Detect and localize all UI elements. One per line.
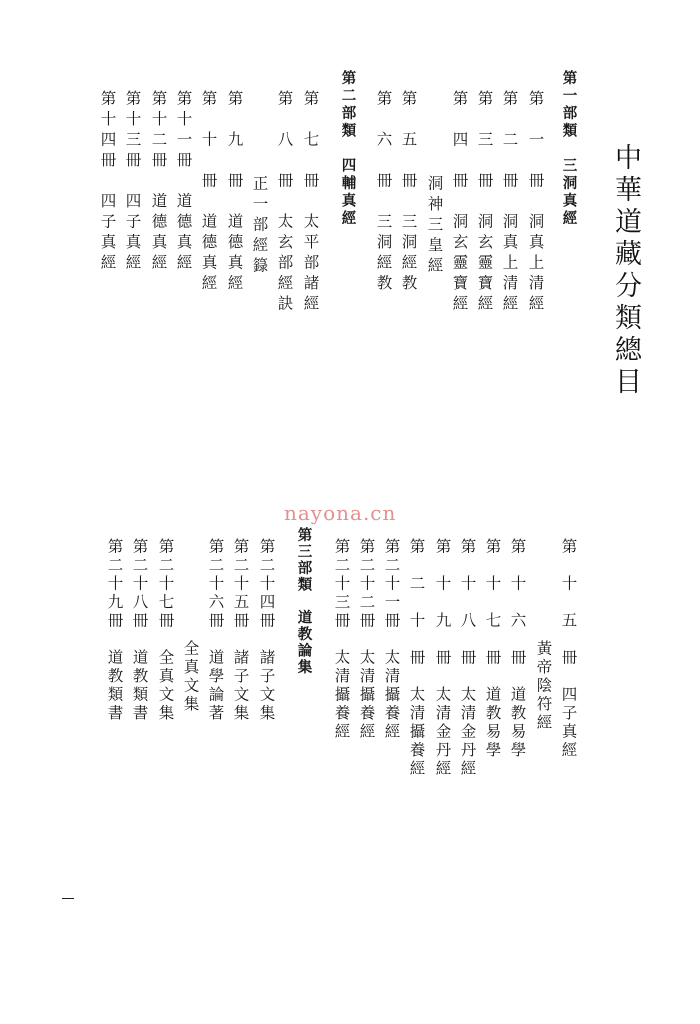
volume-entry: 第 二 十 冊 太清攝養經 bbox=[407, 538, 426, 779]
volume-entry: 第 四 冊 洞玄靈寶經 bbox=[450, 90, 469, 316]
volume-entry: 第 十 七 冊 道教易學 bbox=[483, 538, 502, 760]
volume-entry: 第二十一冊 太清攝養經 bbox=[382, 538, 401, 742]
volume-entry: 第 十 五 冊 四子真經 bbox=[559, 538, 578, 760]
volume-subentry: 黃帝陰符經 bbox=[534, 640, 553, 733]
volume-entry: 第二十五冊 諸子文集 bbox=[231, 538, 250, 723]
volume-entry: 第 十 六 冊 道教易學 bbox=[508, 538, 527, 760]
section-heading-3: 第三部類 道教論集 bbox=[295, 527, 312, 676]
page-title: 中華道藏分類總目 bbox=[610, 143, 641, 399]
volume-entry: 第十四冊 四子真經 bbox=[98, 90, 117, 275]
volume-entry: 第 一 冊 洞真上清經 bbox=[526, 90, 545, 316]
volume-subentry: 全真文集 bbox=[181, 640, 200, 714]
volume-entry: 第二十八冊 道教類書 bbox=[130, 538, 149, 723]
volume-subentry: 洞神三皇經 bbox=[425, 175, 444, 278]
volume-entry: 第 九 冊 道德真經 bbox=[225, 90, 244, 295]
volume-entry: 第 十 冊 道德真經 bbox=[199, 90, 218, 295]
volume-entry: 第二十四冊 諸子文集 bbox=[257, 538, 276, 723]
volume-entry: 第 十 九 冊 太清金丹經 bbox=[433, 538, 452, 779]
volume-entry: 第二十九冊 道教類書 bbox=[105, 538, 124, 723]
volume-entry: 第二十二冊 太清攝養經 bbox=[357, 538, 376, 742]
watermark: nayona.cn bbox=[284, 501, 397, 525]
volume-entry: 第 二 冊 洞真上清經 bbox=[500, 90, 519, 316]
page-number-mark bbox=[62, 898, 74, 899]
volume-entry: 第 五 冊 三洞經教 bbox=[399, 90, 418, 295]
volume-entry: 第 六 冊 三洞經教 bbox=[374, 90, 393, 295]
volume-entry: 第十三冊 四子真經 bbox=[123, 90, 142, 275]
volume-entry: 第二十六冊 道學論著 bbox=[206, 538, 225, 723]
volume-entry: 第 七 冊 太平部諸經 bbox=[301, 90, 320, 316]
volume-subentry: 正一部經籙 bbox=[250, 175, 269, 278]
volume-entry: 第 八 冊 太玄部經訣 bbox=[275, 90, 294, 316]
section-heading-2: 第二部類 四輔真經 bbox=[339, 70, 356, 228]
volume-entry: 第十二冊 道德真經 bbox=[149, 90, 168, 275]
volume-entry: 第 十 八 冊 太清金丹經 bbox=[458, 538, 477, 779]
volume-entry: 第 三 冊 洞玄靈寶經 bbox=[475, 90, 494, 316]
section-heading-1: 第一部類 三洞真經 bbox=[560, 70, 577, 228]
volume-entry: 第二十三冊 太清攝養經 bbox=[332, 538, 351, 742]
volume-entry: 第二十七冊 全真文集 bbox=[156, 538, 175, 723]
volume-entry: 第十一冊 道德真經 bbox=[174, 90, 193, 275]
